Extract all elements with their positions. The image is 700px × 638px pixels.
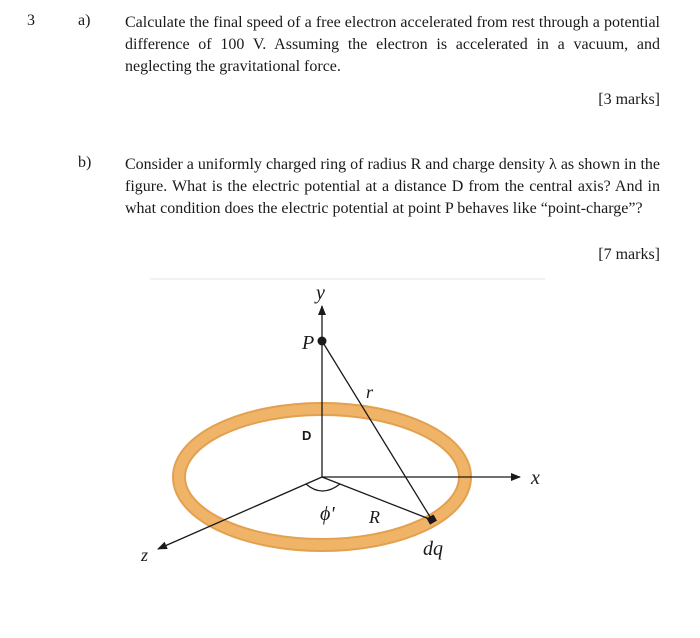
dq-label: dq [423,538,443,560]
part-b-marks: [7 marks] [598,246,660,263]
part-a-label: a) [78,12,91,29]
distance-d-label: D [302,428,312,443]
part-a-marks: [3 marks] [598,91,660,108]
part-a-text: Calculate the final speed of a free electron accelerated from rest through a potential difference of 100 V. Assuming the electron is accelerated in a vacuum, and neglecting the gravitational force. [125,14,660,75]
part-b-label: b) [78,154,92,171]
question-number: 3 [27,12,35,29]
x-axis-label: x [531,467,540,489]
part-b-text: Consider a uniformly charged ring of radius R and charge density λ as shown in the figure. What is the electric potential at a distance D from the central axis? And in what condition does the electric potential at point P behaves like “point-charge”? [125,156,660,217]
point-p-marker [318,337,327,346]
y-axis-label: y [316,282,325,304]
phi-angle-arc [306,484,340,491]
radius-r-label: R [369,507,380,527]
r-label: r [366,382,374,402]
phi-label: ϕ' [320,503,335,525]
z-axis-label: z [141,545,149,565]
point-p-label: P [302,332,315,354]
